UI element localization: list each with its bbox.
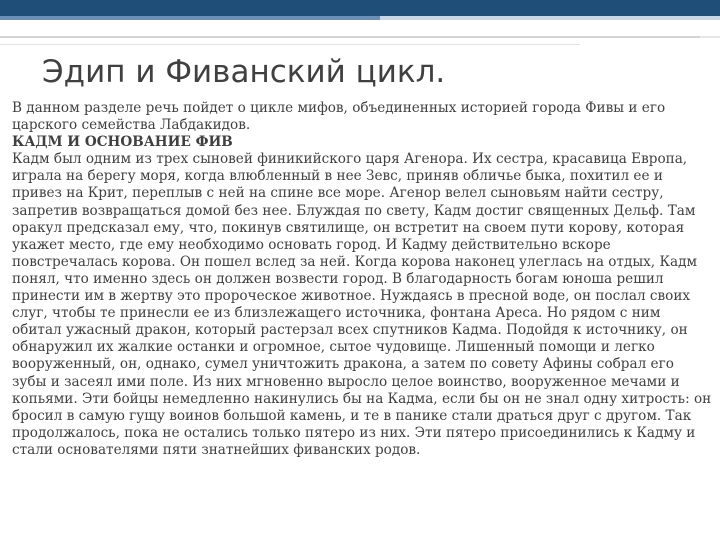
top-banner-dark xyxy=(0,0,720,16)
header-divider-faint xyxy=(0,44,580,45)
header-divider xyxy=(0,36,700,38)
top-banner-accent xyxy=(380,16,720,20)
section-heading: КАДМ И ОСНОВАНИЕ ФИВ xyxy=(12,134,233,151)
slide-title: Эдип и Фиванский цикл. xyxy=(42,54,446,90)
intro-paragraph: В данном разделе речь пойдет о цикле мифов, объединенных историей города Фивы и его царского семейства Лабдакидов. xyxy=(12,100,666,134)
header-divider-right xyxy=(700,36,720,38)
body-paragraph: Кадм был одним из трех сыновей финикийского царя Агенора. Их сестра, красавица Европа, играла на берегу моря, когда влюбленный в нее Зевс, приняв обличье быка, похитил ее и привез на Крит, переплыв с ней на спине все море. Агенор велел сыновьям найти сестру, запретив возвращаться домой без нее. Блуждая по свету, Кадм достиг священных Дельф. Там оракул предсказал ему, что, покинув святилище, он встретит на своем пути корову, которая укажет место, где ему необходимо основать город. И Кадму действительно вскоре повстречалась корова. Он пошел вслед за ней. Когда корова наконец улеглась на отдых, Кадм понял, что именно здесь он должен возвести город. В благодарность богам юноша решил принести им в жертву это пророческое животное. Нуждаясь в пресной воде, он послал своих слуг, чтобы те принесли ее из близлежащего источника, фонтана Ареса. Но рядом с ним обитал ужасный дракон, который растерзал всех спутников Кадма. Подойдя к источнику, он обнаружил их жалкие останки и огромное, сытое чудовище. Лишенный помощи и легко вооруженный, он, однако, сумел уничтожить дракона, а затем по совету Афины собрал его зубы и засеял ими поле. Из них мгновенно выросло целое воинство, вооруженное мечами и копьями. Эти бойцы немедленно накинулись бы на Кадма, если бы он не знал одну хитрость: он бросил в самую гущу воинов большой камень, и те в панике стали драться друг с другом. Так продолжалось, пока не остались только пятеро из них. Эти пятеро присоединились к Кадму и стали основателями пяти знатнейших фиванских родов. xyxy=(12,151,712,458)
slide-content xyxy=(12,100,712,459)
